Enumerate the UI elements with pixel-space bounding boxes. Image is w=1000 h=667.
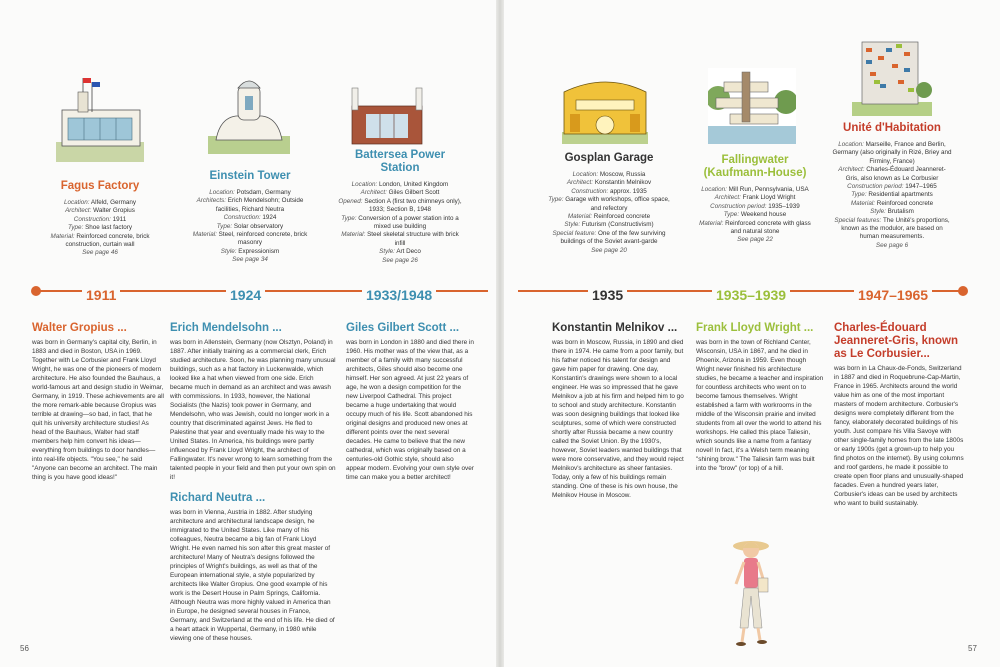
- einstein-tower-info: Einstein Tower Location: Potsdam, Germany Architects: Erich Mendelsohn; Outside facilities, Richard Neutra Construction: 1924 Type: Solar observatory Material: Steel, reinforced concrete, brick masonry Style: Expressionism See page 34: [186, 170, 314, 265]
- building-name: Battersea Power Station: [354, 149, 446, 174]
- building-name: Fagus Factory: [60, 180, 140, 192]
- timeline-year: 1935–1939: [712, 287, 790, 303]
- building-name: Fallingwater (Kaufmann-House): [703, 154, 807, 179]
- page-number-right: 57: [968, 644, 977, 653]
- battersea-info: Battersea Power Station Location: London, United Kingdom Architect: Giles Gilbert Scott Opened: Section A (first two chimneys only), 1933; Section B, 1948 Type: Conversion of a power station into a mixed use building Material: Steel skeletal structure with brick infill Style: Art Deco See page 26: [338, 149, 462, 264]
- timeline-dot-end: [958, 286, 968, 296]
- bio-title: Walter Gropius ...: [32, 322, 127, 334]
- bio-text: was born in Moscow, Russia, in 1890 and died there in 1974. He came from a poor family, but his father noticed his talent for design and gave him paper for drawing. One day, Konstantin's drawings were shown to a local engineer. He was so impressed that he gave Melnikov a job at his firm and helped him to go to school and study architecture. Konstantin was soon designing buildings that looked like sculptures, some of which were constructed shortly after Russia became a new country called the Soviet Union. By the 1930's, however, Soviet leaders wanted buildings that were more conservative, and they would reject Melnikov's architecture as sheer fantasies. Today, only a few of his buildings remain standing. One of these is his own house, the Melnikov House in Moscow.: [552, 339, 684, 499]
- bio-title: Konstantin Melnikov ...: [552, 322, 678, 334]
- timeline-year: 1933/1948: [362, 287, 436, 303]
- unite-habitation-illustration: [852, 40, 932, 116]
- building-name: Gosplan Garage: [564, 152, 654, 164]
- girl-with-hat-illustration: [722, 532, 780, 650]
- timeline-year: 1924: [226, 287, 265, 303]
- bio-erich-mendelsohn: [170, 322, 336, 482]
- see-page: See page 20: [591, 246, 627, 254]
- timeline-dot-start: [31, 286, 41, 296]
- fallingwater-info: Fallingwater (Kaufmann-House) Location: Mill Run, Pennsylvania, USA Architect: Frank Lloyd Wright Construction period: 1935–1939 Type: Weekend house Material: Reinforced concrete with glass and natural stone See page 22: [696, 154, 814, 245]
- timeline-year: 1935: [588, 287, 627, 303]
- bio-text: was born in the town of Richland Center, Wisconsin, USA in 1867, and he died in Phoenix, Arizona in 1959. Even though Wright never finished his architecture studies, he became a teacher and inspiration for countless architects who went on to become famous themselves. Wright established a farm with workrooms in the middle of the Wisconsin prairie and invited students from all over the world to attend his workshops. He called this place Taliesin, which sounds like a name from a fantasy novel! In fact, it's a Welsh term meaning "shining brow." The Taliesin farm was built into the "brow" (or top) of a hill.: [696, 339, 824, 472]
- einstein-tower-illustration: [208, 74, 290, 154]
- see-page: See page 22: [737, 236, 773, 244]
- bio-text: was born in London in 1880 and died there in 1960. His mother was of the view that, as a member of a family with many successful architects, Giles should also become one himself. Her son agreed. At just 22 years of age, he won a design competition for the new Liverpool Cathedral. This project became a huge undertaking that would occupy much of his life. Scott abandoned his original designs and produced new ones at different points over the next several decades. He came to believe that the new cathedral, which was originally based on a centuries-old Gothic style, should also appear modern. Evolving your own style over time can make you a better architect!: [346, 339, 474, 481]
- bio-text: was born in La Chaux-de-Fonds, Switzerland in 1887 and died in Roquebrune-Cap-Martin, France in 1965. Architects around the world value him as one of the most important masters of modern architecture. Corbusier's designs were completely different from the fancy, elaborately decorated buildings of his youth. Just compare his Villa Savoye with other single-family homes from the late 1800s or early 1900s (get a grown-up to help you find photos on the internet). By using columns and roof gardens, he made it possible to create open floor plans and unusually-shaped facades. Even a hundred years later, Corbusier's ideas can be used by architects who want to build sustainably.: [834, 365, 964, 507]
- bio-walter-gropius: [32, 322, 164, 482]
- gosplan-garage-info: Gosplan Garage Location: Moscow, Russia Architect: Konstantin Melnikov Construction: approx. 1935 Type: Garage with workshops, office space, and refectory Material: Reinforced concrete Style: Futurism (Constructivism) Special feature: One of the few surviving buildings of the Soviet avant-garde See page 20: [546, 152, 672, 255]
- see-page: See page 6: [875, 241, 909, 249]
- bio-richard-neutra: [170, 492, 336, 643]
- bio-title: Erich Mendelsohn ...: [170, 322, 282, 334]
- bio-text: was born in Vienna, Austria in 1882. After studying architecture and architectural landscape design, he immigrated to the United States. Like many of his colleagues, Neutra became a big fan of Frank Lloyd Wright. He even named his son after this great master of architecture! Many of Neutra's designs followed the principles of Wright's buildings, as well as that of the European international style, a style popularized by architects like Walter Gropius. One good example of his work is the Desert House in Palm Springs, California. Although Neutra was more highly valued in America than in Europe, he designed several houses in France, Germany, and Switzerland at the end of his life. He died of a heart attack in Wuppertal, Germany, in 1980 while viewing one of these houses.: [170, 509, 335, 642]
- bio-konstantin-melnikov: [552, 322, 684, 500]
- bio-text: was born in Allenstein, Germany (now Olsztyn, Poland) in 1887. After initially training as a commercial clerk, Erich studied architecture. Soon, he was planning many unusual buildings, such as a hat factory in Luckenwalde, which looked like a hat when viewed from one side. Erich became much in demand as an architect and was awash with commissions. In 1933, however, the National Socialists (the Nazis) took power in Germany, and Mendelsohn, who was Jewish, could no longer work in a country that discriminated against Jews. He fled to Palestine that year and eventually made his way to the United States. In America, his buildings were partly influenced by Frank Lloyd Wright, the architect of Fallingwater. It's never wrong to learn something from the talented people in your field and then put your own spin on it!: [170, 339, 336, 481]
- fagus-factory-illustration: [52, 72, 148, 168]
- page-number-left: 56: [20, 644, 29, 653]
- bio-giles-gilbert-scott: [346, 322, 474, 482]
- bio-title: Richard Neutra ...: [170, 492, 266, 504]
- see-page: See page 26: [382, 256, 418, 264]
- gosplan-garage-illustration: [560, 70, 650, 146]
- bio-text: was born in Germany's capital city, Berlin, in 1883 and died in Boston, USA in 1969. Together with Le Corbusier and Frank Lloyd Wright, he was one of the pioneers of modern architecture. He also founded the Bauhaus, a world-famous art and design studio in Weimar, Germany, in 1919. These achievements are all the more remark-able because Gropius was terrible at drawing—so bad, in fact, that he quit his university architecture studies! As head of the Bauhaus, Walter had staff members help him convert his ideas—everything from buildings to door handles—into real-life objects. "You see," he said "Anyone can become an architect. The main thing is you have good ideas!": [32, 339, 164, 481]
- unite-habitation-info: Unité d'Habitation Location: Marseille, France and Berlin, Germany (also originally in Rizé, Briey and Firminy, France) Architect: Charles-Édouard Jeanneret-Gris, also known as Le Corbusier Construction period: 1947–1965 Type: Residential apartments Material: Reinforced concrete Style: Brutalism Special features: The Unité's proportions, known as the modulor, are based on human measurements. See page 6: [832, 122, 952, 249]
- see-page: See page 46: [82, 249, 118, 257]
- bio-title: Frank Lloyd Wright ...: [696, 322, 814, 334]
- bio-le-corbusier: [834, 322, 964, 508]
- timeline-year: 1947–1965: [854, 287, 932, 303]
- bio-frank-lloyd-wright: [696, 322, 824, 473]
- fagus-factory-info: Fagus Factory Location: Alfeld, Germany Architect: Walter Gropius Construction: 1911 Type: Shoe last factory Material: Reinforced concrete, brick construction, curtain wall See page 46: [40, 180, 160, 258]
- bio-title: Giles Gilbert Scott ...: [346, 322, 460, 334]
- battersea-illustration: [346, 86, 428, 146]
- timeline-year: 1911: [82, 287, 120, 303]
- fallingwater-illustration: [708, 68, 796, 144]
- book-gutter: [496, 0, 504, 667]
- building-name: Einstein Tower: [209, 170, 291, 182]
- bio-title: Charles-Édouard Jeanneret-Gris, known as Le Corbusier...: [834, 322, 958, 360]
- see-page: See page 34: [232, 256, 268, 264]
- building-name: Unité d'Habitation: [843, 122, 941, 134]
